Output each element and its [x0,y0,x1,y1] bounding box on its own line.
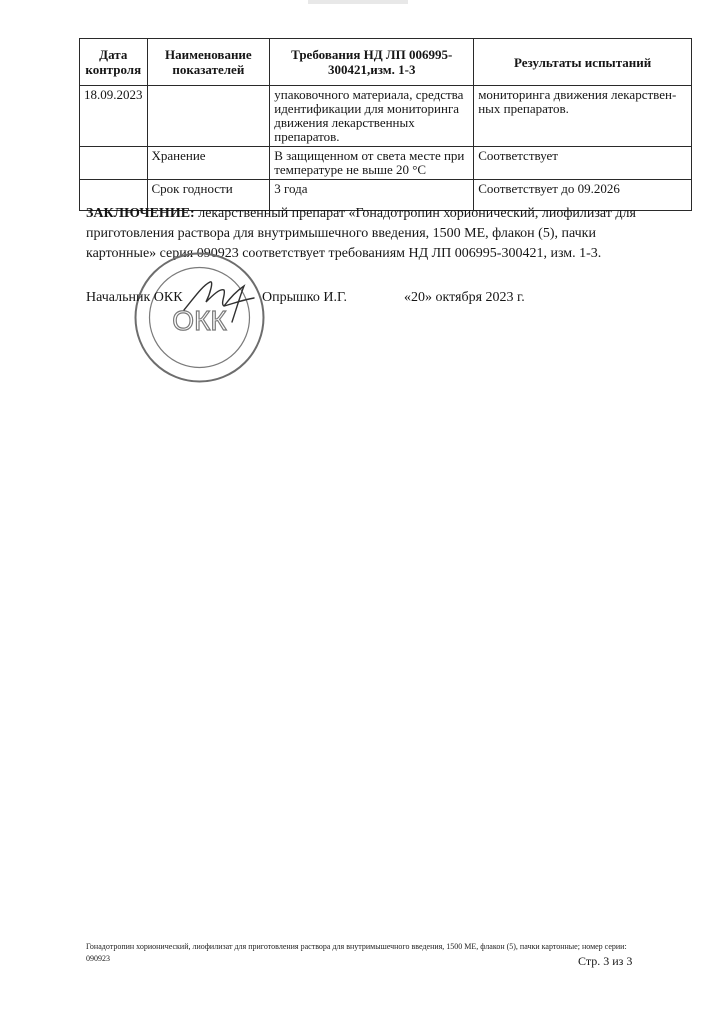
page-number: Стр. 3 из 3 [578,954,633,968]
conclusion-label: ЗАКЛЮЧЕНИЕ: [86,206,195,221]
signer-position: Начальник ОКК [86,290,183,305]
conclusion-text: лекарственный препарат «Гонадотропин хорионический, лиофилизат для приготовления раствора для внутримышечного введения, 1500 МЕ, флакон (5), пачки картонные» серия 090923 соответствует требованиям НД ЛП 006995-300421, изм. 1-3. [86,206,636,261]
results-table [79,38,692,211]
footer-product-text: Гонадотропин хорионический, лиофилизат для приготовления раствора для внутримышечного введения, 1500 МЕ, флакон (5), пачки картонные; номер серии: 090923 [86,942,627,963]
cell-requirement: В защищенном от света месте при температуре не выше 20 °С [270,147,474,180]
header-results: Результаты испытаний [474,39,692,86]
cell-requirement: 3 года [270,180,474,211]
cell-result: мониторинга движения лекарствен-ных препаратов. [474,86,692,147]
header-requirements: Требования НД ЛП 006995-300421,изм. 1-3 [270,39,474,86]
cell-date [80,147,148,180]
table-row [80,86,692,147]
cell-result: Соответствует [474,147,692,180]
cell-date: 18.09.2023 [80,86,148,147]
header-date: Дата контроля [80,39,148,86]
cell-result: Соответствует до 09.2026 [474,180,692,211]
cell-requirement: упаковочного материала, средства идентификации для мониторинга движения лекарственных препаратов. [270,86,474,147]
header-name: Наименование показателей [147,39,270,86]
handwritten-signature [180,276,258,326]
signature-date: «20» октября 2023 г. [404,290,525,305]
signer-name: Опрышко И.Г. [262,290,348,305]
table-row [80,147,692,180]
table-header-row [80,39,692,86]
cell-name: Срок годности [147,180,270,211]
cell-name [147,86,270,147]
cell-name: Хранение [147,147,270,180]
stamp-center-text: ОКК [172,305,227,336]
scan-artifact [308,0,408,4]
